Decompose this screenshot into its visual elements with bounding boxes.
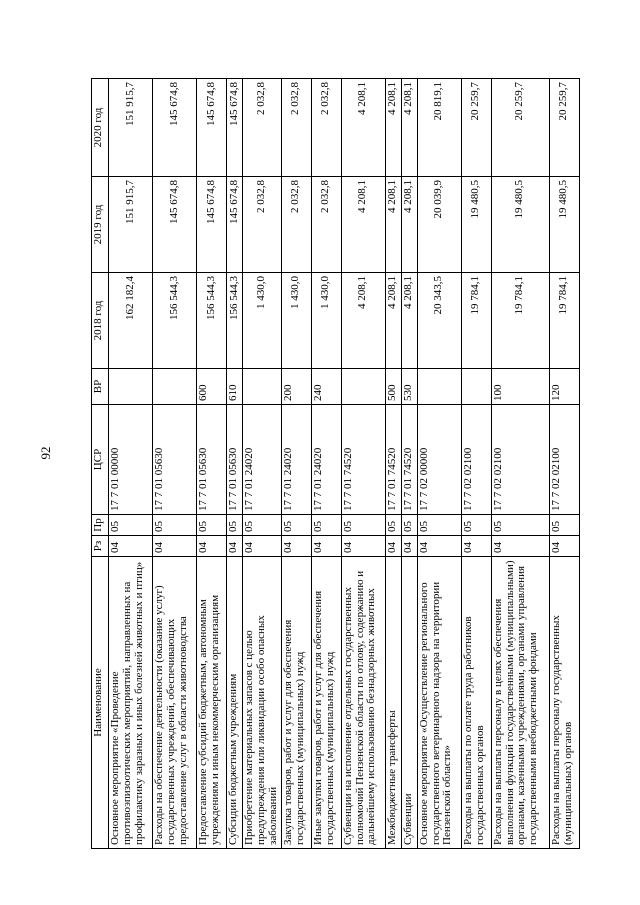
row-2020: 20 259,7 xyxy=(549,79,579,177)
row-name: Межбюджетные трансферты xyxy=(385,557,401,849)
row-csr: 17 7 01 24020 xyxy=(243,405,282,515)
row-vr: 610 xyxy=(227,369,243,405)
row-rz: 04 xyxy=(109,536,153,557)
row-rz: 04 xyxy=(197,536,227,557)
row-2019: 20 039,9 xyxy=(417,177,461,273)
table-row xyxy=(417,79,461,849)
table-row xyxy=(109,79,153,849)
page-number: 92 xyxy=(38,446,53,460)
row-2018: 19 784,1 xyxy=(549,273,579,369)
row-name: Основное мероприятие «Проведение противоэпизоотических мероприятий, направленных на профилактику заразных и иных болезней животных и птиц» xyxy=(109,557,153,849)
row-2018: 4 208,1 xyxy=(401,273,417,369)
row-name: Расходы на выплаты персоналу государственных (муниципальных) органов xyxy=(549,557,579,849)
row-csr: 17 7 01 05630 xyxy=(153,405,197,515)
row-rz: 04 xyxy=(385,536,401,557)
table-header-row xyxy=(92,79,109,849)
row-rz: 04 xyxy=(401,536,417,557)
row-pr: 05 xyxy=(311,515,341,536)
row-name: Закупка товаров, работ и услуг для обеспечения государственных (муниципальных) нужд xyxy=(281,557,311,849)
row-2019: 4 208,1 xyxy=(385,177,401,273)
table-row xyxy=(549,79,579,849)
row-csr: 17 7 02 02100 xyxy=(491,405,549,515)
row-2018: 1 430,0 xyxy=(311,273,341,369)
row-name: Субвенции xyxy=(401,557,417,849)
header-2018: 2018 год xyxy=(92,273,109,369)
row-csr: 17 7 02 00000 xyxy=(417,405,461,515)
row-vr xyxy=(341,369,385,405)
row-pr: 05 xyxy=(417,515,461,536)
row-rz: 04 xyxy=(491,536,549,557)
row-2019: 145 674,8 xyxy=(197,177,227,273)
row-vr xyxy=(243,369,282,405)
row-2020: 4 208,1 xyxy=(341,79,385,177)
table-row xyxy=(341,79,385,849)
row-2018: 4 208,1 xyxy=(341,273,385,369)
row-pr: 05 xyxy=(491,515,549,536)
header-pr: Пр xyxy=(92,515,109,536)
header-name: Наименование xyxy=(92,557,109,849)
row-2018: 1 430,0 xyxy=(243,273,282,369)
row-vr: 100 xyxy=(491,369,549,405)
table-row xyxy=(281,79,311,849)
row-2020: 4 208,1 xyxy=(401,79,417,177)
row-rz: 04 xyxy=(461,536,491,557)
row-name: Расходы на выплаты персоналу в целях обеспечения выполнения функций государственными (муниципальными) органами, казенными учреждениями, органами управления государственными внебюджетными фондами xyxy=(491,557,549,849)
row-2019: 145 674,8 xyxy=(227,177,243,273)
row-rz: 04 xyxy=(417,536,461,557)
row-2020: 2 032,8 xyxy=(281,79,311,177)
row-2018: 156 544,3 xyxy=(197,273,227,369)
row-pr: 05 xyxy=(243,515,282,536)
row-name: Предоставление субсидий бюджетным, автономным учреждениям и иным некоммерческим организациям xyxy=(197,557,227,849)
row-2019: 19 480,5 xyxy=(549,177,579,273)
row-rz: 04 xyxy=(243,536,282,557)
row-2018: 19 784,1 xyxy=(491,273,549,369)
row-2020: 145 674,8 xyxy=(227,79,243,177)
row-2019: 2 032,8 xyxy=(281,177,311,273)
table-row xyxy=(385,79,401,849)
row-vr xyxy=(461,369,491,405)
row-pr: 05 xyxy=(109,515,153,536)
row-name: Расходы на обеспечение деятельности (оказание услуг) государственных учреждений, обеспечивающих предоставление услуг в области животноводства xyxy=(153,557,197,849)
row-vr: 240 xyxy=(311,369,341,405)
row-vr: 200 xyxy=(281,369,311,405)
row-name: Субсидии бюджетным учреждениям xyxy=(227,557,243,849)
row-csr: 17 7 01 24020 xyxy=(311,405,341,515)
row-pr: 05 xyxy=(227,515,243,536)
row-2019: 19 480,5 xyxy=(491,177,549,273)
row-csr: 17 7 01 74520 xyxy=(401,405,417,515)
header-vr: ВР xyxy=(92,369,109,405)
row-csr: 17 7 02 02100 xyxy=(461,405,491,515)
table-row xyxy=(491,79,549,849)
row-pr: 05 xyxy=(153,515,197,536)
table-row xyxy=(197,79,227,849)
row-2018: 1 430,0 xyxy=(281,273,311,369)
row-2018: 156 544,3 xyxy=(153,273,197,369)
row-rz: 04 xyxy=(549,536,579,557)
table-row xyxy=(401,79,417,849)
row-rz: 04 xyxy=(227,536,243,557)
table-row xyxy=(243,79,282,849)
row-2020: 151 915,7 xyxy=(109,79,153,177)
row-rz: 04 xyxy=(153,536,197,557)
row-2019: 151 915,7 xyxy=(109,177,153,273)
row-pr: 05 xyxy=(197,515,227,536)
row-vr: 530 xyxy=(401,369,417,405)
row-vr: 120 xyxy=(549,369,579,405)
table-row xyxy=(153,79,197,849)
table-container xyxy=(91,79,574,849)
row-csr: 17 7 01 74520 xyxy=(385,405,401,515)
row-2020: 2 032,8 xyxy=(311,79,341,177)
table-row xyxy=(461,79,491,849)
row-2020: 20 819,1 xyxy=(417,79,461,177)
row-2020: 4 208,1 xyxy=(385,79,401,177)
row-csr: 17 7 01 00000 xyxy=(109,405,153,515)
row-2018: 4 208,1 xyxy=(385,273,401,369)
row-name: Расходы на выплаты по оплате труда работников государственных органов xyxy=(461,557,491,849)
row-vr: 600 xyxy=(197,369,227,405)
row-csr: 17 7 01 05630 xyxy=(227,405,243,515)
row-pr: 05 xyxy=(385,515,401,536)
budget-table xyxy=(91,78,580,849)
row-vr xyxy=(417,369,461,405)
row-vr xyxy=(153,369,197,405)
row-2020: 145 674,8 xyxy=(197,79,227,177)
row-2019: 2 032,8 xyxy=(311,177,341,273)
row-2019: 19 480,5 xyxy=(461,177,491,273)
row-csr: 17 7 01 05630 xyxy=(197,405,227,515)
row-2019: 4 208,1 xyxy=(341,177,385,273)
row-2018: 20 343,5 xyxy=(417,273,461,369)
table-row xyxy=(311,79,341,849)
row-pr: 05 xyxy=(401,515,417,536)
row-2020: 20 259,7 xyxy=(491,79,549,177)
row-2019: 2 032,8 xyxy=(243,177,282,273)
row-2020: 20 259,7 xyxy=(461,79,491,177)
row-2020: 2 032,8 xyxy=(243,79,282,177)
row-name: Основное мероприятие «Осуществление регионального государственного ветеринарного надзора на территории Пензенской области» xyxy=(417,557,461,849)
row-pr: 05 xyxy=(281,515,311,536)
row-pr: 05 xyxy=(549,515,579,536)
row-2018: 156 544,3 xyxy=(227,273,243,369)
row-name: Приобретение материальных запасов с целью предупреждения или ликвидации особо опасных заболеваний xyxy=(243,557,282,849)
row-2019: 4 208,1 xyxy=(401,177,417,273)
header-2019: 2019 год xyxy=(92,177,109,273)
row-name: Иные закупки товаров, работ и услуг для обеспечения государственных (муниципальных) нужд xyxy=(311,557,341,849)
header-rz: Рз xyxy=(92,536,109,557)
row-rz: 04 xyxy=(341,536,385,557)
header-csr: ЦСР xyxy=(92,405,109,515)
row-2018: 162 182,4 xyxy=(109,273,153,369)
row-csr: 17 7 02 02100 xyxy=(549,405,579,515)
row-csr: 17 7 01 74520 xyxy=(341,405,385,515)
row-2019: 145 674,8 xyxy=(153,177,197,273)
row-2018: 19 784,1 xyxy=(461,273,491,369)
row-name: Субвенции на исполнение отдельных государственных полномочий Пензенской области по отлову, содержанию и дальнейшему использованию безнадзорных животных xyxy=(341,557,385,849)
row-rz: 04 xyxy=(281,536,311,557)
row-vr: 500 xyxy=(385,369,401,405)
row-pr: 05 xyxy=(461,515,491,536)
table-row xyxy=(227,79,243,849)
header-2020: 2020 год xyxy=(92,79,109,177)
row-pr: 05 xyxy=(341,515,385,536)
row-csr: 17 7 01 24020 xyxy=(281,405,311,515)
row-rz: 04 xyxy=(311,536,341,557)
row-vr xyxy=(109,369,153,405)
row-2020: 145 674,8 xyxy=(153,79,197,177)
